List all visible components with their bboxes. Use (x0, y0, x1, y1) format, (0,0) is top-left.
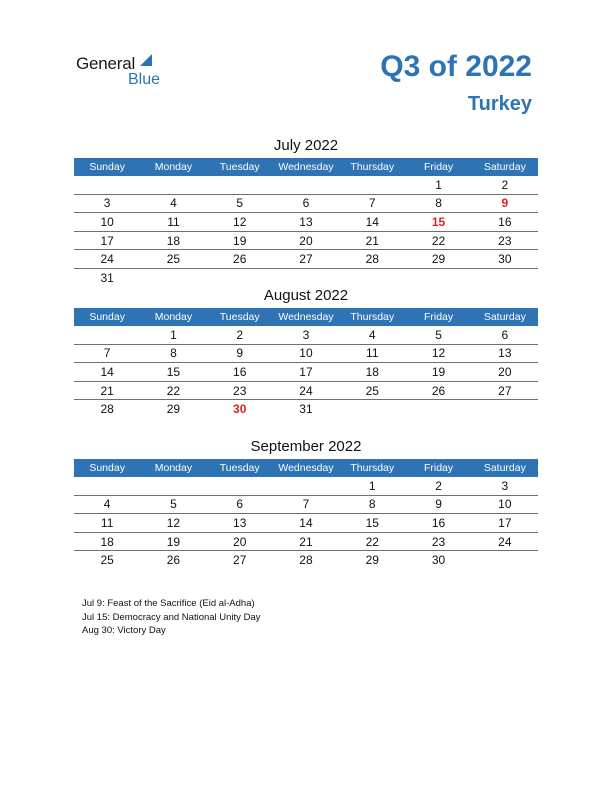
day-cell (472, 268, 538, 286)
day-cell: 24 (472, 532, 538, 551)
day-cell: 22 (140, 381, 206, 400)
day-cell: 1 (405, 176, 471, 194)
day-cell: 23 (405, 532, 471, 551)
day-cell: 11 (140, 213, 206, 232)
day-cell: 5 (207, 194, 273, 213)
day-cell: 26 (166, 553, 181, 568)
month-calendar-september (74, 437, 538, 569)
day-cell (472, 400, 538, 418)
day-cell: 16 (472, 213, 538, 232)
day-cell: 14 (339, 213, 405, 232)
day-cell: 12 (405, 344, 471, 363)
weekday-header: Tuesday (207, 158, 273, 176)
day-cell (207, 268, 273, 286)
day-cell: 13 (472, 344, 538, 363)
day-cell: 30 (233, 402, 247, 417)
day-cell: 15 (140, 363, 206, 382)
day-cell: 29 (166, 402, 181, 417)
day-cell: 17 (472, 514, 538, 533)
calendar-table (74, 459, 538, 569)
day-cell: 3 (472, 477, 538, 495)
day-cell: 25 (100, 553, 114, 568)
day-cell: 22 (405, 231, 471, 250)
weekday-header-row (74, 459, 538, 477)
month-calendar-august (74, 286, 538, 418)
day-cell: 28 (100, 402, 114, 417)
day-cell (405, 268, 471, 286)
day-cell: 9 (207, 344, 273, 363)
calendar-body (74, 477, 538, 569)
week-row (74, 532, 538, 551)
day-cell: 2 (405, 477, 471, 495)
day-cell (74, 176, 140, 194)
weekday-header: Thursday (339, 459, 405, 477)
weekday-header: Saturday (472, 308, 538, 326)
day-cell (74, 326, 140, 344)
weekday-header-row (74, 158, 538, 176)
day-cell: 11 (339, 344, 405, 363)
day-cell: 25 (140, 250, 206, 269)
logo-word-general: General (76, 54, 136, 73)
day-cell: 12 (207, 213, 273, 232)
day-cell: 20 (273, 231, 339, 250)
day-cell: 29 (365, 553, 379, 568)
day-cell (339, 176, 405, 194)
day-cell (140, 176, 206, 194)
week-row (74, 268, 538, 286)
day-cell (273, 477, 339, 495)
day-cell: 7 (74, 344, 140, 363)
day-cell: 29 (405, 250, 471, 269)
day-cell: 20 (472, 363, 538, 382)
day-cell: 7 (339, 194, 405, 213)
day-cell: 28 (339, 250, 405, 269)
week-row (74, 381, 538, 400)
month-title: August 2022 (263, 287, 349, 304)
weekday-header: Sunday (74, 459, 140, 477)
week-row (74, 194, 538, 213)
month-title: July 2022 (273, 137, 339, 154)
weekday-header: Monday (140, 459, 206, 477)
logo-triangle-icon (140, 54, 152, 66)
day-cell: 14 (273, 514, 339, 533)
weekday-header: Friday (405, 459, 471, 477)
day-cell: 8 (339, 495, 405, 514)
day-cell: 19 (140, 532, 206, 551)
day-cell (140, 477, 206, 495)
day-cell: 26 (405, 381, 471, 400)
weekday-header: Sunday (74, 308, 140, 326)
weekday-header: Thursday (339, 158, 405, 176)
weekday-header: Tuesday (207, 459, 273, 477)
day-cell: 9 (472, 194, 538, 213)
day-cell: 28 (299, 553, 313, 568)
generalblue-logo (76, 52, 186, 92)
holiday-note: Jul 15: Democracy and National Unity Day (82, 611, 261, 623)
day-cell: 30 (431, 553, 446, 568)
week-row (74, 176, 538, 194)
day-cell: 3 (273, 326, 339, 344)
day-cell: 4 (74, 495, 140, 514)
day-cell: 5 (140, 495, 206, 514)
calendar-table (74, 308, 538, 418)
weekday-header: Friday (405, 158, 471, 176)
day-cell: 4 (339, 326, 405, 344)
day-cell: 8 (140, 344, 206, 363)
day-cell: 6 (472, 326, 538, 344)
day-cell: 16 (207, 363, 273, 382)
weekday-header: Wednesday (273, 308, 339, 326)
weekday-header: Sunday (74, 158, 140, 176)
quarter-title: Q3 of 2022 (380, 50, 532, 83)
day-cell: 24 (273, 381, 339, 400)
weekday-header: Wednesday (273, 158, 339, 176)
day-cell: 31 (100, 270, 114, 285)
week-row (74, 514, 538, 533)
day-cell: 3 (74, 194, 140, 213)
week-row (74, 363, 538, 382)
weekday-header-row (74, 308, 538, 326)
day-cell: 12 (140, 514, 206, 533)
holiday-note: Aug 30: Victory Day (82, 625, 166, 636)
day-cell: 23 (472, 231, 538, 250)
day-cell (339, 268, 405, 286)
week-row (74, 231, 538, 250)
day-cell: 2 (472, 176, 538, 194)
day-cell (273, 176, 339, 194)
day-cell: 17 (74, 231, 140, 250)
day-cell: 13 (207, 514, 273, 533)
calendar-table (74, 158, 538, 287)
day-cell (273, 268, 339, 286)
weekday-header: Friday (405, 308, 471, 326)
weekday-header: Tuesday (207, 308, 273, 326)
day-cell: 1 (140, 326, 206, 344)
day-cell (140, 268, 206, 286)
day-cell (74, 477, 140, 495)
weekday-header: Wednesday (273, 459, 339, 477)
week-row (74, 477, 538, 495)
week-row (74, 213, 538, 232)
day-cell: 7 (273, 495, 339, 514)
country-name: Turkey (467, 93, 532, 115)
weekday-header: Monday (140, 158, 206, 176)
day-cell (339, 400, 405, 418)
day-cell: 6 (273, 194, 339, 213)
day-cell: 13 (273, 213, 339, 232)
day-cell: 21 (339, 231, 405, 250)
day-cell (405, 400, 471, 418)
day-cell: 20 (207, 532, 273, 551)
day-cell: 8 (405, 194, 471, 213)
holiday-notes (82, 597, 260, 638)
day-cell: 11 (74, 514, 140, 533)
day-cell: 6 (207, 495, 273, 514)
calendar-body (74, 176, 538, 287)
day-cell: 18 (339, 363, 405, 382)
day-cell: 10 (273, 344, 339, 363)
day-cell: 1 (339, 477, 405, 495)
holiday-note: Jul 9: Feast of the Sacrifice (Eid al-Adha) (82, 598, 255, 609)
day-cell: 23 (207, 381, 273, 400)
day-cell: 10 (472, 495, 538, 514)
day-cell: 17 (273, 363, 339, 382)
day-cell: 27 (233, 553, 247, 568)
day-cell: 19 (405, 363, 471, 382)
day-cell: 25 (339, 381, 405, 400)
day-cell: 21 (74, 381, 140, 400)
day-cell: 19 (207, 231, 273, 250)
day-cell: 31 (299, 402, 313, 417)
month-calendar-july (74, 136, 538, 287)
weekday-header: Thursday (339, 308, 405, 326)
logo-word-blue: Blue (128, 71, 161, 88)
day-cell (207, 477, 273, 495)
weekday-header: Monday (140, 308, 206, 326)
day-cell: 2 (207, 326, 273, 344)
month-title: September 2022 (250, 438, 362, 455)
week-row (74, 326, 538, 344)
week-row (74, 250, 538, 269)
day-cell: 14 (74, 363, 140, 382)
week-row (74, 495, 538, 514)
week-row (74, 551, 538, 569)
day-cell: 24 (74, 250, 140, 269)
weekday-header: Saturday (472, 459, 538, 477)
day-cell: 18 (140, 231, 206, 250)
calendar-body (74, 326, 538, 418)
day-cell: 9 (405, 495, 471, 514)
day-cell: 4 (140, 194, 206, 213)
day-cell: 30 (472, 250, 538, 269)
weekday-header: Saturday (472, 158, 538, 176)
day-cell: 26 (207, 250, 273, 269)
day-cell: 18 (74, 532, 140, 551)
day-cell (207, 176, 273, 194)
day-cell: 5 (405, 326, 471, 344)
day-cell (472, 551, 538, 569)
day-cell: 15 (405, 213, 471, 232)
day-cell: 22 (339, 532, 405, 551)
day-cell: 21 (273, 532, 339, 551)
day-cell: 15 (339, 514, 405, 533)
week-row (74, 400, 538, 418)
day-cell: 10 (74, 213, 140, 232)
day-cell: 27 (273, 250, 339, 269)
day-cell: 16 (405, 514, 471, 533)
day-cell: 27 (472, 381, 538, 400)
week-row (74, 344, 538, 363)
